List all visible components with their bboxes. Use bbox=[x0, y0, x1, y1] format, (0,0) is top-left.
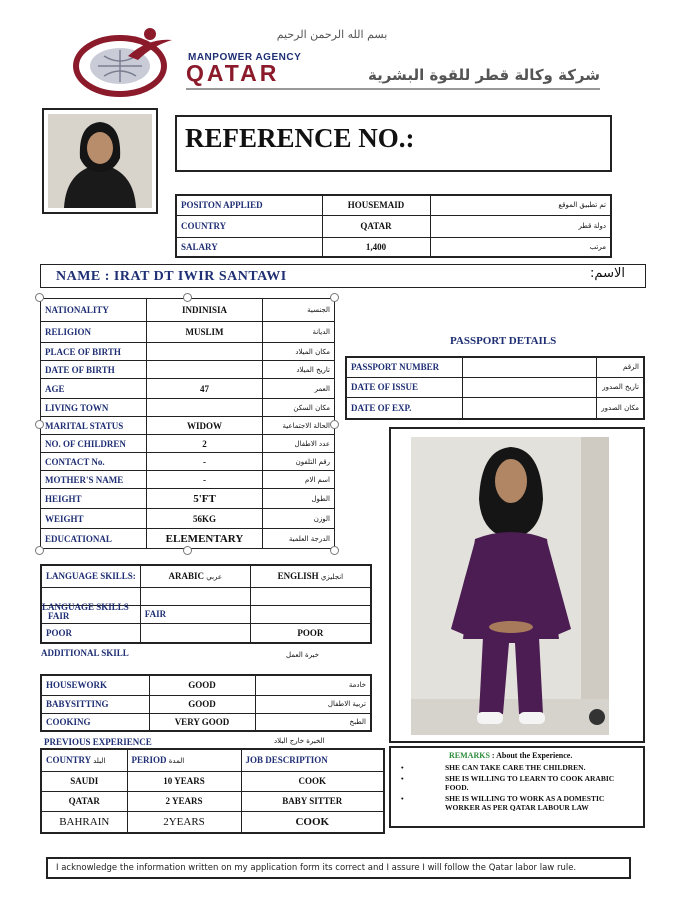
resize-handle-bottom-right[interactable] bbox=[330, 546, 339, 555]
position-row-value: 1,400 bbox=[322, 237, 430, 257]
agency-name-big: QATAR bbox=[186, 60, 280, 86]
passport-row-arabic: مكان الصدور bbox=[597, 397, 644, 419]
personal-row-value: WIDOW bbox=[147, 417, 263, 435]
experience-country: QATAR bbox=[41, 791, 127, 811]
personal-row-label: RELIGION bbox=[41, 322, 147, 343]
skills-table bbox=[40, 674, 372, 732]
portrait-photo bbox=[44, 110, 156, 212]
passport-title: PASSPORT DETAILS bbox=[450, 335, 557, 347]
basmala: بسم الله الرحمن الرحيم bbox=[276, 28, 388, 41]
personal-row-label: LIVING TOWN bbox=[41, 399, 147, 417]
remark-item: • SHE CAN TAKE CARE THE CHILDREN. bbox=[401, 763, 586, 772]
arabic-header: ARABIC عربي bbox=[140, 565, 250, 587]
passport-row-value bbox=[462, 357, 596, 377]
experience-country: BAHRAIN bbox=[41, 811, 127, 833]
experience-period: 2 YEARS bbox=[127, 791, 241, 811]
reference-label: REFERENCE NO.: bbox=[185, 123, 415, 153]
skill-row-label: HOUSEWORK bbox=[41, 675, 149, 695]
arabic-fair: FAIR bbox=[140, 605, 250, 623]
personal-row-value: INDINISIA bbox=[147, 299, 263, 322]
remarks-box bbox=[389, 746, 645, 828]
header-underline bbox=[186, 88, 600, 90]
name-arabic-label: الاسم: bbox=[590, 266, 625, 281]
personal-row-value: 47 bbox=[147, 379, 263, 399]
applicant-name: NAME : IRAT DT IWIR SANTAWI bbox=[56, 269, 287, 284]
experience-job: BABY SITTER bbox=[241, 791, 384, 811]
position-row-arabic: تم تطبيق الموقع bbox=[430, 195, 611, 215]
skill-row-value: GOOD bbox=[149, 695, 255, 713]
personal-row-arabic: اسم الام bbox=[263, 471, 335, 489]
personal-row-value: - bbox=[147, 453, 263, 471]
agency-name-small: MANPOWER AGENCY bbox=[188, 52, 302, 63]
personal-row-value: ELEMENTARY bbox=[147, 529, 263, 549]
passport-row-value bbox=[462, 397, 596, 419]
position-row-label: SALARY bbox=[176, 237, 322, 257]
position-table bbox=[175, 194, 612, 258]
experience-table bbox=[40, 748, 385, 834]
remarks-heading bbox=[449, 751, 572, 760]
name-row bbox=[40, 264, 646, 288]
bullet-icon: • bbox=[401, 774, 404, 783]
additional-skill-label: ADDITIONAL SKILL bbox=[41, 648, 129, 658]
personal-row-arabic: الحالة الاجتماعية bbox=[263, 417, 335, 435]
position-row-arabic: دولة قطر bbox=[430, 215, 611, 237]
skill-row-arabic: الطبخ bbox=[255, 713, 371, 731]
skill-row-value: GOOD bbox=[149, 675, 255, 695]
blank-cell bbox=[250, 605, 371, 623]
personal-row-arabic: مكان السكن bbox=[263, 399, 335, 417]
language-table bbox=[40, 564, 372, 644]
personal-row-arabic: الطول bbox=[263, 489, 335, 509]
position-row-label: COUNTRY bbox=[176, 215, 322, 237]
experience-country: SAUDI bbox=[41, 771, 127, 791]
english-header: ENGLISH انجليزي bbox=[250, 565, 371, 587]
full-body-photo bbox=[391, 429, 643, 741]
personal-row-label: MOTHER'S NAME bbox=[41, 471, 147, 489]
reference-box bbox=[175, 115, 612, 172]
period-column-header: PERIOD المدة bbox=[127, 749, 241, 771]
resize-handle-bottom-left[interactable] bbox=[35, 546, 44, 555]
agency-logo bbox=[68, 26, 188, 98]
personal-row-arabic: عدد الاطفال bbox=[263, 435, 335, 453]
personal-row-arabic: مكان الميلاد bbox=[263, 343, 335, 361]
position-row-label: POSITON APPLIED bbox=[176, 195, 322, 215]
experience-job: COOK bbox=[241, 811, 384, 833]
remarks-suffix: : About the Experience. bbox=[491, 751, 573, 760]
full-body-photo-frame bbox=[389, 427, 645, 743]
remark-item: • SHE IS WILLING TO LEARN TO COOK ARABIC FOOD. bbox=[401, 774, 615, 792]
language-skills-label: LANGUAGE SKILLS: bbox=[41, 565, 140, 587]
language-skills-label-2: LANGUAGE SKILLS bbox=[42, 601, 129, 612]
personal-row-label: HEIGHT bbox=[41, 489, 147, 509]
experience-period: 2YEARS bbox=[127, 811, 241, 833]
remarks-list bbox=[397, 763, 637, 814]
english-poor: POOR bbox=[250, 623, 371, 643]
personal-details-table bbox=[40, 298, 335, 549]
passport-row-arabic: تاريخ الصدور bbox=[597, 377, 644, 397]
poor-label: POOR bbox=[41, 623, 140, 643]
resize-handle-mid-left[interactable] bbox=[35, 420, 44, 429]
blank-cell bbox=[250, 587, 371, 605]
remark-item: • SHE IS WILLING TO WORK AS A DOMESTIC WORKER AS PER QATAR LABOUR LAW bbox=[401, 794, 605, 812]
personal-row-label: MARITAL STATUS bbox=[41, 417, 147, 435]
resize-handle-top-left[interactable] bbox=[35, 293, 44, 302]
position-row-value: QATAR bbox=[322, 215, 430, 237]
remarks-label: REMARKS bbox=[449, 751, 490, 760]
personal-row-label: AGE bbox=[41, 379, 147, 399]
personal-row-value bbox=[147, 399, 263, 417]
acknowledgement-box bbox=[46, 857, 631, 879]
personal-row-label: CONTACT No. bbox=[41, 453, 147, 471]
skill-row-arabic: تربية الاطفال bbox=[255, 695, 371, 713]
personal-row-arabic: الدرجة العلمية bbox=[263, 529, 335, 549]
personal-row-label: NATIONALITY bbox=[41, 299, 147, 322]
experience-job: COOK bbox=[241, 771, 384, 791]
personal-row-value bbox=[147, 343, 263, 361]
experience-period: 10 YEARS bbox=[127, 771, 241, 791]
personal-row-arabic: الديانة bbox=[263, 322, 335, 343]
blank-cell bbox=[140, 623, 250, 643]
resize-handle-bottom-mid[interactable] bbox=[183, 546, 192, 555]
passport-row-label: DATE OF EXP. bbox=[346, 397, 462, 419]
resize-handle-mid-right[interactable] bbox=[330, 420, 339, 429]
resize-handle-top-right[interactable] bbox=[330, 293, 339, 302]
personal-row-value: 2 bbox=[147, 435, 263, 453]
personal-row-value: 5'FT bbox=[147, 489, 263, 509]
resize-handle-top-mid[interactable] bbox=[183, 293, 192, 302]
skill-row-arabic: خادمة bbox=[255, 675, 371, 695]
personal-row-value: - bbox=[147, 471, 263, 489]
additional-skill-arabic: خبرة العمل bbox=[286, 651, 319, 659]
personal-row-label: PLACE OF BIRTH bbox=[41, 343, 147, 361]
skill-row-label: COOKING bbox=[41, 713, 149, 731]
fair-label: FAIR bbox=[48, 610, 70, 621]
skill-row-value: VERY GOOD bbox=[149, 713, 255, 731]
previous-experience-arabic: الخبرة خارج البلاد bbox=[274, 737, 325, 745]
job-column-header: JOB DESCRIPTION bbox=[241, 749, 384, 771]
country-column-header: COUNTRY البلد bbox=[41, 749, 127, 771]
agency-name-arabic: شركة وكالة قطر للقوة البشرية bbox=[368, 66, 600, 84]
personal-row-label: DATE OF BIRTH bbox=[41, 361, 147, 379]
passport-row-value bbox=[462, 377, 596, 397]
skill-row-label: BABYSITTING bbox=[41, 695, 149, 713]
personal-row-value bbox=[147, 361, 263, 379]
position-row-arabic: مرتب bbox=[430, 237, 611, 257]
personal-row-label: WEIGHT bbox=[41, 509, 147, 529]
acknowledgement-text: I acknowledge the information written on my application form its correct and I assure I will follow the Qatar labor law rule. bbox=[56, 863, 577, 873]
personal-row-label: EDUCATIONAL bbox=[41, 529, 147, 549]
passport-row-label: DATE OF ISSUE bbox=[346, 377, 462, 397]
passport-row-arabic: الرقم bbox=[597, 357, 644, 377]
personal-row-value: 56KG bbox=[147, 509, 263, 529]
previous-experience-label: PREVIOUS EXPERIENCE bbox=[44, 737, 152, 747]
blank-cell bbox=[140, 587, 250, 605]
passport-row-label: PASSPORT NUMBER bbox=[346, 357, 462, 377]
position-row-value: HOUSEMAID bbox=[322, 195, 430, 215]
bullet-icon: • bbox=[401, 794, 404, 803]
portrait-photo-frame bbox=[42, 108, 158, 214]
personal-row-value: MUSLIM bbox=[147, 322, 263, 343]
personal-row-label: NO. OF CHILDREN bbox=[41, 435, 147, 453]
fair-label-cell bbox=[41, 601, 140, 623]
personal-row-arabic: الجنسية bbox=[263, 299, 335, 322]
passport-table bbox=[345, 356, 645, 420]
personal-row-arabic: العمر bbox=[263, 379, 335, 399]
bullet-icon: • bbox=[401, 763, 404, 772]
personal-row-arabic: تاريخ الميلاد bbox=[263, 361, 335, 379]
personal-row-arabic: الوزن bbox=[263, 509, 335, 529]
personal-row-arabic: رقم التلفون bbox=[263, 453, 335, 471]
